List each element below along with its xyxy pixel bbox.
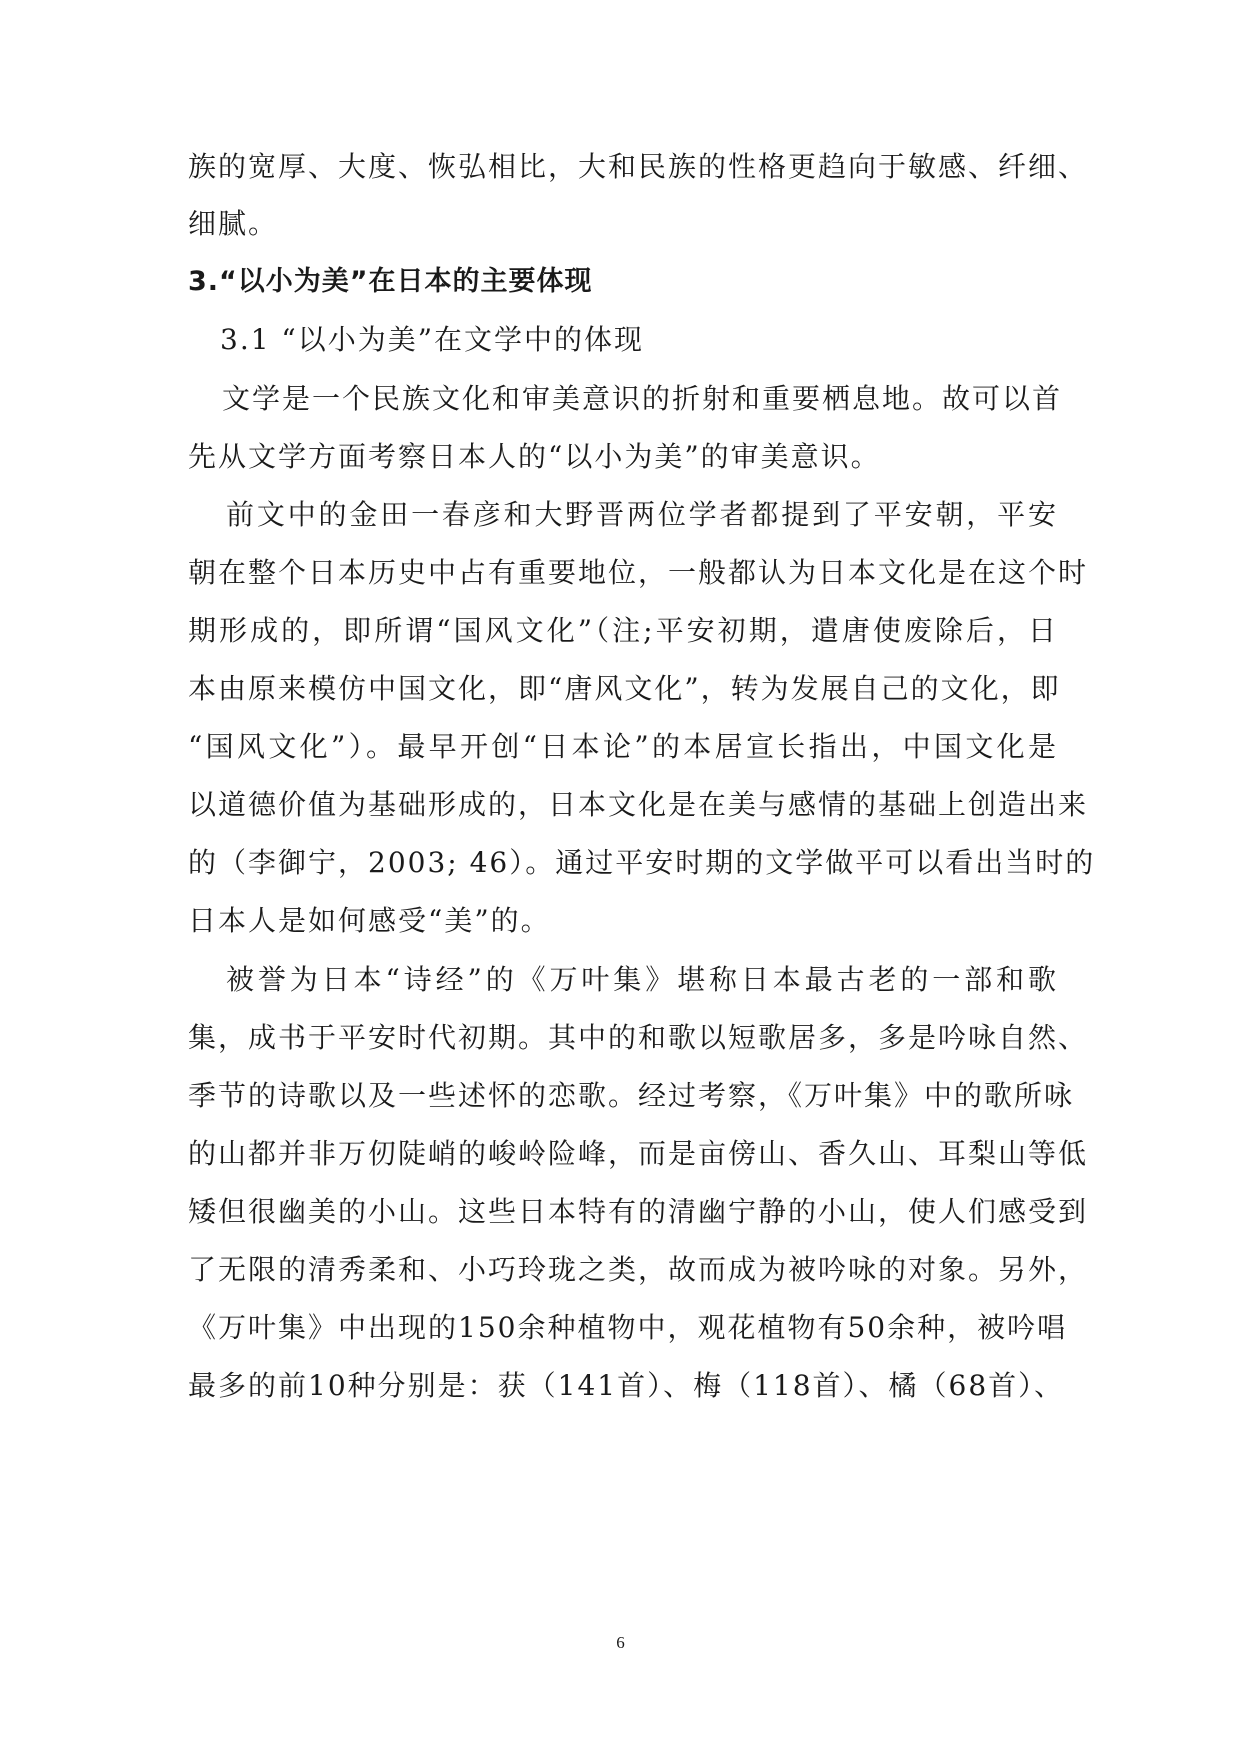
paragraph-line: 的山都并非万仞陡峭的峻岭险峰，而是亩傍山、香久山、耳梨山等低 bbox=[188, 1137, 1089, 1170]
paragraph-line: 的（李御宁，2003; 46）。通过平安时期的文学做平可以看出当时的 bbox=[188, 846, 1096, 879]
subsection-heading: 3.1 “以小为美”在文学中的体现 bbox=[220, 323, 645, 356]
paragraph-line: 被誉为日本“诗经”的《万叶集》堪称日本最古老的一部和歌 bbox=[226, 963, 1058, 996]
paragraph-line: 期形成的，即所谓“国风文化”（注;平安初期，遣唐使废除后，日 bbox=[188, 614, 1058, 647]
paragraph-line: 族的宽厚、大度、恢弘相比，大和民族的性格更趋向于敏感、纤细、 bbox=[188, 150, 1089, 183]
paragraph-line: 季节的诗歌以及一些述怀的恋歌。经过考察，《万叶集》中的歌所咏 bbox=[188, 1079, 1075, 1112]
paragraph-line: “国风文化”）。最早开创“日本论”的本居宣长指出，中国文化是 bbox=[188, 730, 1058, 763]
paragraph-line: 细腻。 bbox=[188, 207, 279, 240]
paragraph-line: 最多的前10种分别是：获（141首）、梅（118首）、橘（68首）、 bbox=[188, 1369, 1065, 1402]
paragraph-line: 前文中的金田一春彦和大野晋两位学者都提到了平安朝，平安 bbox=[226, 498, 1058, 531]
paragraph-line: 集，成书于平安时代初期。其中的和歌以短歌居多，多是吟咏自然、 bbox=[188, 1021, 1089, 1054]
paragraph-line: 了无限的清秀柔和、小巧玲珑之类，故而成为被吟咏的对象。另外， bbox=[188, 1253, 1089, 1286]
paragraph-line: 日本人是如何感受“美”的。 bbox=[188, 904, 551, 937]
paragraph-line: 文学是一个民族文化和审美意识的折射和重要栖息地。故可以首 bbox=[222, 382, 1063, 415]
paragraph-line: 矮但很幽美的小山。这些日本特有的清幽宁静的小山，使人们感受到 bbox=[188, 1195, 1089, 1228]
paragraph-line: 以道德价值为基础形成的，日本文化是在美与感情的基础上创造出来 bbox=[188, 788, 1089, 821]
paragraph-line: 先从文学方面考察日本人的“以小为美”的审美意识。 bbox=[188, 440, 881, 473]
paragraph-line: 本由原来模仿中国文化，即“唐风文化”，转为发展自己的文化，即 bbox=[188, 672, 1061, 705]
section-heading: 3.“以小为美”在日本的主要体现 bbox=[188, 266, 593, 297]
page-number: 6 bbox=[616, 1633, 625, 1652]
paragraph-line: 《万叶集》中出现的150余种植物中，观花植物有50余种，被吟唱 bbox=[188, 1311, 1068, 1344]
paragraph-line: 朝在整个日本历史中占有重要地位，一般都认为日本文化是在这个时 bbox=[188, 556, 1089, 589]
